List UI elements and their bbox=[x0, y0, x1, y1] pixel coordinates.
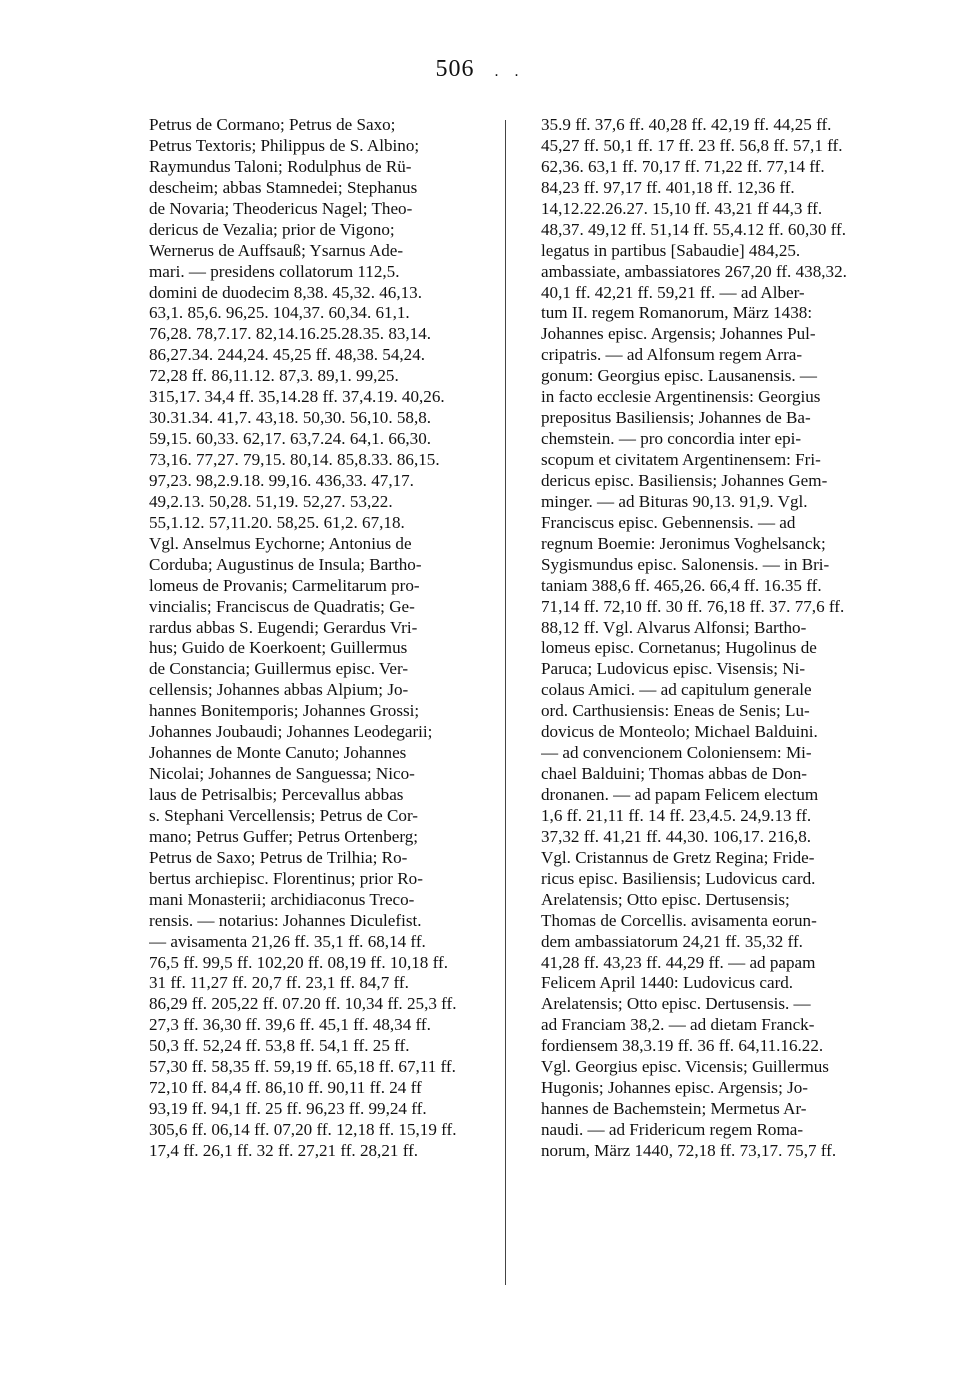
text-line: 63,1. 85,6. 96,25. 104,37. 60,34. 61,1. bbox=[149, 303, 410, 323]
text-line: de Novaria; Theodericus Nagel; Theo- bbox=[149, 198, 413, 218]
text-line: Vgl. Cristannus de Gretz Regina; Fride- bbox=[541, 847, 815, 867]
text-line: 14,12.22.26.27. 15,10 ff. 43,21 ff 44,3 ff. bbox=[541, 198, 823, 218]
text-line: tum II. regem Romanorum, März 1438: bbox=[541, 303, 813, 323]
text-line: 71,14 ff. 72,10 ff. 30 ff. 76,18 ff. 37. 77,6 ff. bbox=[541, 596, 845, 616]
text-line: 305,6 ff. 06,14 ff. 07,20 ff. 12,18 ff. 15,19 ff. bbox=[149, 1120, 457, 1139]
text-line: bertus archiepisc. Florentinus; prior Ro- bbox=[149, 868, 423, 888]
text-line: regnum Boemie: Jeronimus Voghelsanck; bbox=[541, 533, 826, 553]
page-number-mark: . . bbox=[494, 63, 525, 80]
text-line: Petrus de Cormano; Petrus de Saxo; bbox=[149, 115, 396, 134]
text-line: Johannes episc. Argensis; Johannes Pul- bbox=[541, 324, 816, 344]
text-line: chemstein. — pro concordia inter epi- bbox=[541, 429, 802, 449]
text-line: gonum: Georgius episc. Lausanensis. — bbox=[541, 366, 817, 386]
text-line: cellensis; Johannes abbas Alpium; Jo- bbox=[149, 680, 409, 700]
text-line: 73,16. 77,27. 79,15. 80,14. 85,8.33. 86,15. bbox=[149, 450, 440, 469]
text-line: 1,6 ff. 21,11 ff. 14 ff. 23,4.5. 24,9.13 ff. bbox=[541, 805, 812, 825]
text-line: Vgl. Georgius episc. Vicensis; Guillermus bbox=[541, 1057, 829, 1077]
text-line: ricus episc. Basiliensis; Ludovicus card. bbox=[541, 868, 816, 888]
text-line: dronanen. — ad papam Felicem electum bbox=[541, 785, 819, 804]
text-line: Franciscus episc. Gebennensis. — ad bbox=[541, 512, 796, 532]
text-line: Felicem April 1440: Ludovicus card. bbox=[541, 973, 794, 993]
text-line: 84,23 ff. 97,17 ff. 401,18 ff. 12,36 ff. bbox=[541, 177, 795, 197]
text-line: chael Balduini; Thomas abbas de Don- bbox=[541, 764, 807, 784]
text-line: — ad convencionem Coloniensem: Mi- bbox=[541, 743, 812, 763]
text-line: Nicolai; Johannes de Sanguessa; Nico- bbox=[149, 764, 415, 784]
text-line: 50,3 ff. 52,24 ff. 53,8 ff. 54,1 ff. 25 ff. bbox=[149, 1036, 410, 1056]
text-line: Corduba; Augustinus de Insula; Bartho- bbox=[149, 554, 422, 574]
text-line: 41,28 ff. 43,23 ff. 44,29 ff. — ad papam bbox=[541, 952, 816, 972]
text-line: descheim; abbas Stamnedei; Stephanus bbox=[149, 177, 418, 197]
text-line: Johannes de Monte Canuto; Johannes bbox=[149, 743, 407, 763]
text-line: 31 ff. 11,27 ff. 20,7 ff. 23,1 ff. 84,7 ff. bbox=[149, 973, 409, 993]
column-divider bbox=[505, 120, 506, 1285]
text-line: Arelatensis; Otto episc. Dertusensis. — bbox=[541, 994, 811, 1014]
text-line: 72,28 ff. 86,11.12. 87,3. 89,1. 99,25. bbox=[149, 366, 399, 386]
text-line: 72,10 ff. 84,4 ff. 86,10 ff. 90,11 ff. 24 ff bbox=[149, 1078, 422, 1098]
text-line: 40,1 ff. 42,21 ff. 59,21 ff. — ad Alber- bbox=[541, 282, 805, 302]
text-line: lomeus de Provanis; Carmelitarum pro- bbox=[149, 575, 420, 595]
text-line: 17,4 ff. 26,1 ff. 32 ff. 27,21 ff. 28,21 ff. bbox=[149, 1140, 419, 1160]
text-line: Wernerus de Auffsauß; Ysarnus Ade- bbox=[149, 240, 404, 260]
text-line: Petrus de Saxo; Petrus de Trilhia; Ro- bbox=[149, 847, 408, 867]
text-line: hannes Bonitemporis; Johannes Grossi; bbox=[149, 701, 420, 721]
text-line: Paruca; Ludovicus episc. Visensis; Ni- bbox=[541, 659, 806, 679]
text-line: vincialis; Franciscus de Quadratis; Ge- bbox=[149, 596, 415, 616]
text-line: laus de Petrisalbis; Percevallus abbas bbox=[149, 785, 404, 804]
text-line: taniam 388,6 ff. 465,26. 66,4 ff. 16.35 ff. bbox=[541, 575, 822, 595]
text-line: ad Franciam 38,2. — ad dietam Franck- bbox=[541, 1015, 815, 1035]
text-line: Arelatensis; Otto episc. Dertusensis; bbox=[541, 889, 790, 909]
text-line: 76,28. 78,7.17. 82,14.16.25.28.35. 83,14. bbox=[149, 324, 432, 344]
text-line: ord. Carthusiensis: Eneas de Senis; Lu- bbox=[541, 701, 810, 721]
right-column bbox=[541, 115, 877, 1162]
text-line: rensis. — notarius: Johannes Diculefist. bbox=[149, 910, 422, 930]
text-line: — avisamenta 21,26 ff. 35,1 ff. 68,14 ff. bbox=[149, 931, 426, 951]
text-line: dericus episc. Basiliensis; Johannes Gem- bbox=[541, 470, 828, 490]
text-line: colaus Amici. — ad capitulum generale bbox=[541, 680, 812, 700]
text-line: 59,15. 60,33. 62,17. 63,7.24. 64,1. 66,30. bbox=[149, 429, 432, 449]
text-line: Petrus Textoris; Philippus de S. Albino; bbox=[149, 135, 420, 155]
text-line: 315,17. 34,4 ff. 35,14.28 ff. 37,4.19. 40,26. bbox=[149, 387, 445, 407]
text-line: cripatris. — ad Alfonsum regem Arra- bbox=[541, 345, 803, 365]
text-line: 86,29 ff. 205,22 ff. 07.20 ff. 10,34 ff. 25,3 ff. bbox=[149, 994, 457, 1014]
text-line: naudi. — ad Fridericum regem Roma- bbox=[541, 1120, 804, 1139]
text-line: ambassiate, ambassiatores 267,20 ff. 438,32. bbox=[541, 261, 847, 281]
page-number-text: 506 bbox=[435, 56, 475, 82]
text-line: 86,27.34. 244,24. 45,25 ff. 48,38. 54,24. bbox=[149, 345, 426, 365]
text-line: 37,32 ff. 41,21 ff. 44,30. 106,17. 216,8. bbox=[541, 826, 812, 846]
text-line: Vgl. Anselmus Eychorne; Antonius de bbox=[149, 533, 412, 553]
text-line: rardus abbas S. Eugendi; Gerardus Vri- bbox=[149, 617, 418, 637]
text-line: dem ambassiatorum 24,21 ff. 35,32 ff. bbox=[541, 931, 803, 951]
text-line: lomeus episc. Cornetanus; Hugolinus de bbox=[541, 638, 817, 658]
text-line: legatus in partibus [Sabaudie] 484,25. bbox=[541, 240, 801, 260]
text-line: minger. — ad Bituras 90,13. 91,9. Vgl. bbox=[541, 491, 808, 511]
text-line: hannes de Bachemstein; Mermetus Ar- bbox=[541, 1099, 807, 1119]
text-line: 97,23. 98,2.9.18. 99,16. 436,33. 47,17. bbox=[149, 470, 414, 490]
text-line: s. Stephani Vercellensis; Petrus de Cor- bbox=[149, 805, 419, 825]
text-line: mani Monasterii; archidiaconus Treco- bbox=[149, 889, 415, 909]
text-line: 27,3 ff. 36,30 ff. 39,6 ff. 45,1 ff. 48,34 ff. bbox=[149, 1015, 431, 1035]
text-line: 35.9 ff. 37,6 ff. 40,28 ff. 42,19 ff. 44,25 ff. bbox=[541, 115, 832, 134]
text-line: 88,12 ff. Vgl. Alvarus Alfonsi; Bartho- bbox=[541, 617, 807, 637]
text-line: scopum et civitatem Argentinensem: Fri- bbox=[541, 450, 821, 469]
text-line: norum, März 1440, 72,18 ff. 73,17. 75,7 ff. bbox=[541, 1140, 837, 1160]
text-line: 49,2.13. 50,28. 51,19. 52,27. 53,22. bbox=[149, 491, 393, 511]
text-line: 45,27 ff. 50,1 ff. 17 ff. 23 ff. 56,8 ff. 57,1 ff. bbox=[541, 135, 843, 155]
text-line: Johannes Joubaudi; Johannes Leodegarii; bbox=[149, 722, 433, 742]
page-number bbox=[0, 56, 960, 83]
text-line: Thomas de Corcellis. avisamenta eorun- bbox=[541, 910, 817, 930]
text-line: domini de duodecim 8,38. 45,32. 46,13. bbox=[149, 282, 422, 302]
left-column bbox=[149, 115, 485, 1162]
text-line: dericus de Vezalia; prior de Vigono; bbox=[149, 219, 395, 239]
text-line: fordiensem 38,3.19 ff. 36 ff. 64,11.16.22. bbox=[541, 1036, 824, 1056]
text-line: Hugonis; Johannes episc. Argensis; Jo- bbox=[541, 1078, 808, 1098]
text-line: 93,19 ff. 94,1 ff. 25 ff. 96,23 ff. 99,24 ff. bbox=[149, 1099, 427, 1119]
text-line: 62,36. 63,1 ff. 70,17 ff. 71,22 ff. 77,14 ff. bbox=[541, 156, 825, 176]
text-line: mano; Petrus Guffer; Petrus Ortenberg; bbox=[149, 826, 419, 846]
text-line: 30.31.34. 41,7. 43,18. 50,30. 56,10. 58,8. bbox=[149, 408, 432, 428]
text-line: 55,1.12. 57,11.20. 58,25. 61,2. 67,18. bbox=[149, 512, 405, 532]
text-line: de Constancia; Guillermus episc. Ver- bbox=[149, 659, 409, 679]
text-line: prepositus Basiliensis; Johannes de Ba- bbox=[541, 408, 811, 428]
text-line: dovicus de Monteolo; Michael Balduini. bbox=[541, 722, 818, 742]
text-line: 76,5 ff. 99,5 ff. 102,20 ff. 08,19 ff. 10,18 ff. bbox=[149, 952, 448, 972]
text-line: Sygismundus episc. Salonensis. — in Bri- bbox=[541, 554, 830, 574]
text-line: hus; Guido de Koerkoent; Guillermus bbox=[149, 638, 408, 658]
text-line: mari. — presidens collatorum 112,5. bbox=[149, 261, 400, 281]
text-line: 48,37. 49,12 ff. 51,14 ff. 55,4.12 ff. 60,30 ff. bbox=[541, 219, 846, 239]
text-line: Raymundus Taloni; Rodulphus de Rü- bbox=[149, 156, 412, 176]
text-line: in facto ecclesie Argentinensis: Georgius bbox=[541, 387, 821, 407]
text-line: 57,30 ff. 58,35 ff. 59,19 ff. 65,18 ff. 67,11 ff. bbox=[149, 1057, 456, 1077]
